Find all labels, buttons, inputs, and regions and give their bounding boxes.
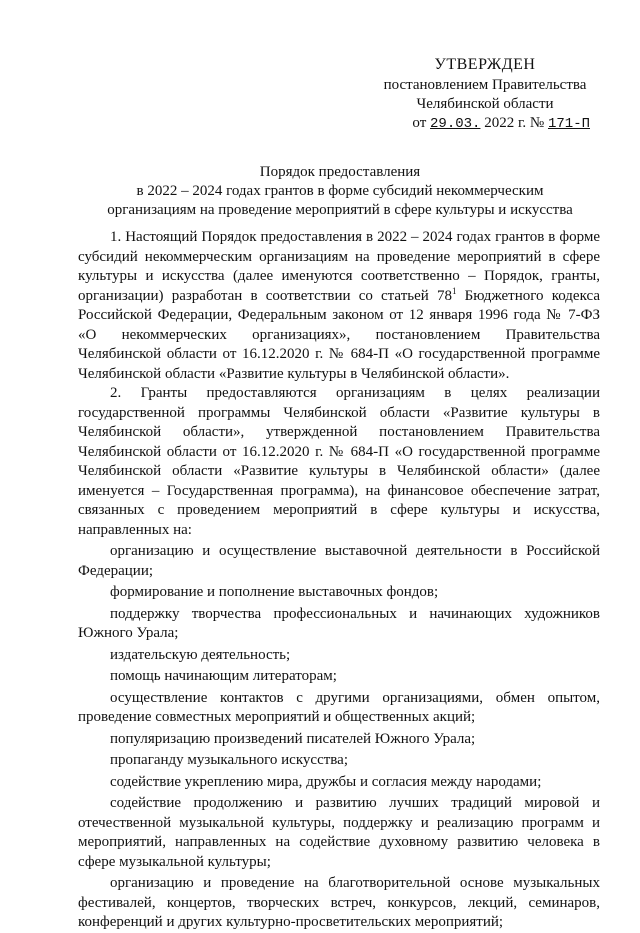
list-item: популяризацию произведений писателей Южного Урала; [110,730,476,747]
approval-line-2: Челябинской области [416,96,554,112]
document-title [80,163,600,220]
paragraph-1-text-a: 1. Настоящий Порядок предоставления в 2022 – 2024 годах грантов в форме субсидий некоммерческим организациям на проведение мероприятий в сфере культуры и искусства (далее именуются соответственно – Порядок, гранты, организации) разработан в соответствии со статьей 78 [78,229,600,304]
list-item: издательскую деятельность; [110,646,291,663]
title-line-1: Порядок предоставления [259,164,421,180]
document-body [78,228,600,933]
approval-date-line [370,114,600,134]
decree-number: 171-П [547,116,590,132]
superscript: 1 [451,285,457,296]
list-item: содействие укреплению мира, дружбы и согласия между народами; [110,773,542,790]
list-item: формирование и пополнение выставочных фондов; [110,584,439,600]
approval-line-1: постановлением Правительства [383,77,587,93]
year-text: 2022 г. № [484,115,545,131]
date-value: 29.03. [430,116,481,132]
list-item: организацию и осуществление выставочной деятельности в Российской Федерации; [78,543,600,579]
approval-stamp [370,55,600,134]
list-item: содействие продолжению и развитию лучших традиций мировой и отечественной музыкальной культуры, поддержку и реализацию программ и мероприятий, направленных на содействие духовному развитию человека в сфере музыкальной культуры; [78,795,600,870]
paragraph-2: 2. Гранты предоставляются организациям в целях реализации государственной программы Челябинской области «Развитие культуры в Челябинской области», утвержденной постановлением Правительства Челябинской области от 16.12.2020 г. № 684-П «О государственной программе Челябинской области «Развитие культуры в Челябинской области» (далее именуется – Государственная программа), на финансовое обеспечение затрат, связанных с проведением мероприятий в сфере культуры и искусства, направленных на: [78,385,600,538]
list-item: помощь начинающим литераторам; [110,668,337,684]
paragraph-1 [78,228,600,384]
paragraph-1-text-b: Бюджетного кодекса Российской Федерации, Федеральным законом от 12 января 1996 года № 7-ФЗ «О некоммерческих организациях», постановлением Правительства Челябинской области от 16.12.2020 г. № 684-П «О государственной программе Челябинской области «Развитие культуры в Челябинской области». [78,287,601,382]
approval-heading: УТВЕРЖДЕН [434,56,536,73]
date-prefix: от [412,115,427,131]
title-line-3: организациям на проведение мероприятий в сфере культуры и искусства [107,202,573,218]
list-item: поддержку творчества профессиональных и начинающих художников Южного Урала; [78,605,600,641]
list-item: пропаганду музыкального искусства; [110,752,349,768]
list-item: организацию и проведение на благотворительной основе музыкальных фестивалей, концертов, творческих встреч, конкурсов, лекций, семинаров, конференций и других культурно-просветительских мероприятий; [78,875,600,930]
list-item: осуществление контактов с другими организациями, обмен опытом, проведение совместных мероприятий и общественных акций; [78,689,600,725]
title-line-2: в 2022 – 2024 годах грантов в форме субсидий некоммерческим [136,183,544,199]
